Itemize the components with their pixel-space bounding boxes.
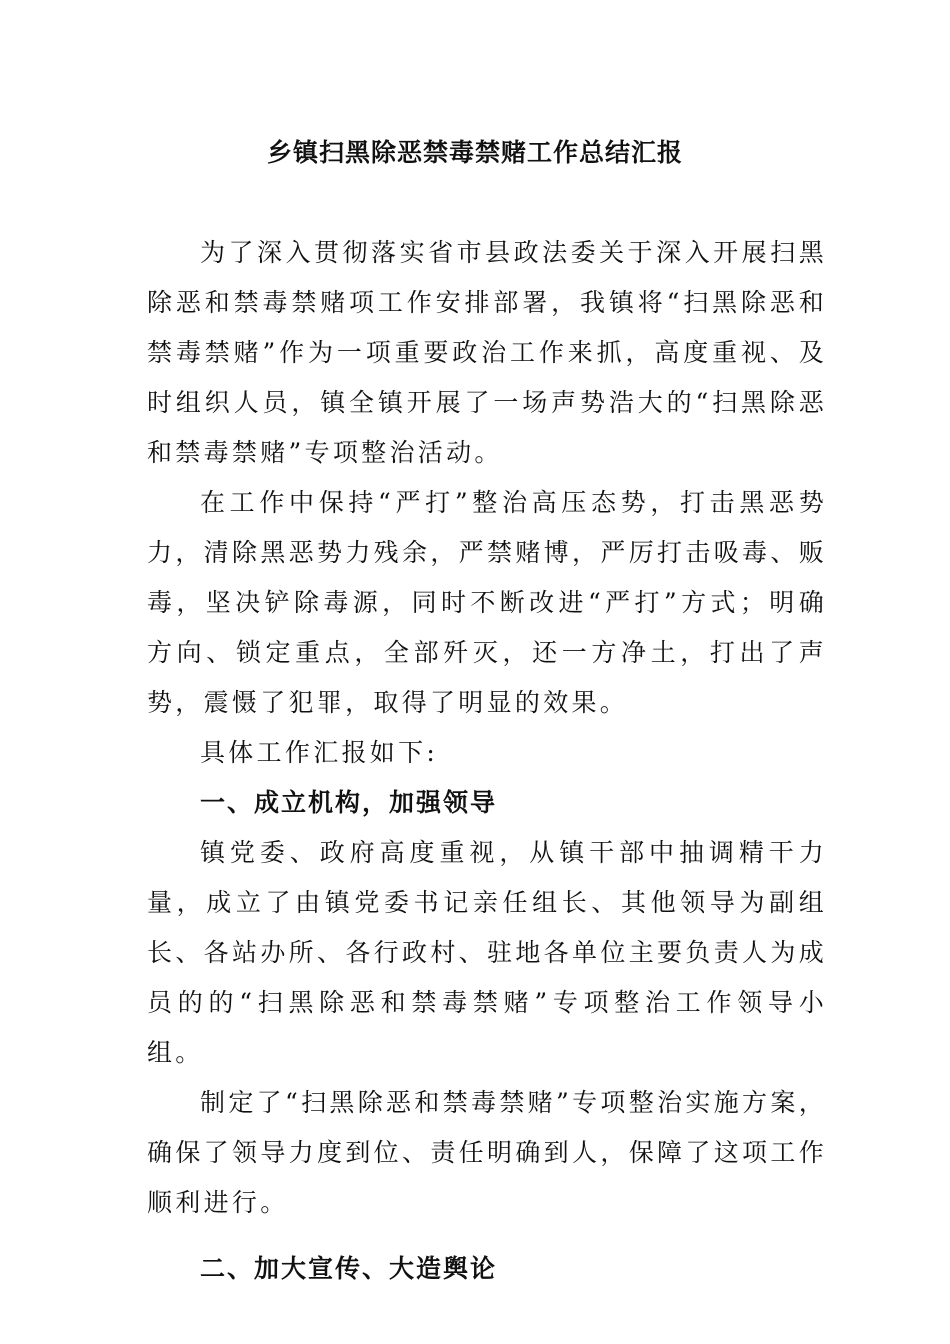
- intro-paragraph-3: 具体工作汇报如下:: [200, 738, 439, 767]
- section-1-paragraph-2: 制定了“扫黑除恶和禁毒禁赌”专项整治实施方案，确保了领导力度到位、责任明确到人，保障了这项工作顺利进行。: [147, 1088, 827, 1217]
- section-1-heading: 一、成立机构，加强领导: [200, 788, 498, 817]
- document-title: 乡镇扫黑除恶禁毒禁赌工作总结汇报: [266, 138, 683, 167]
- section-1-paragraph-1: 镇党委、政府高度重视，从镇干部中抽调精干力量，成立了由镇党委书记亲任组长、其他领导为副组长、各站办所、各行政村、驻地各单位主要负责人为成员的的“扫黑除恶和禁毒禁赌”专项整治工作领导小组。: [147, 838, 827, 1067]
- document-body: [147, 228, 827, 1294]
- section-spacer: [147, 1228, 827, 1244]
- intro-paragraph-2: 在工作中保持“严打”整治高压态势，打击黑恶势力，清除黑恶势力残余，严禁赌博，严厉打击吸毒、贩毒，坚决铲除毒源，同时不断改进“严打”方式；明确方向、锁定重点，全部歼灭，还一方净土，打出了声势，震慑了犯罪，取得了明显的效果。: [147, 488, 827, 717]
- section-2-heading: 二、加大宣传、大造舆论: [200, 1254, 498, 1283]
- intro-paragraph-1: 为了深入贯彻落实省市县政法委关于深入开展扫黑除恶和禁毒禁赌项工作安排部署，我镇将“扫黑除恶和禁毒禁赌”作为一项重要政治工作来抓，高度重视、及时组织人员，镇全镇开展了一场声势浩大的“扫黑除恶和禁毒禁赌”专项整治活动。: [147, 238, 827, 467]
